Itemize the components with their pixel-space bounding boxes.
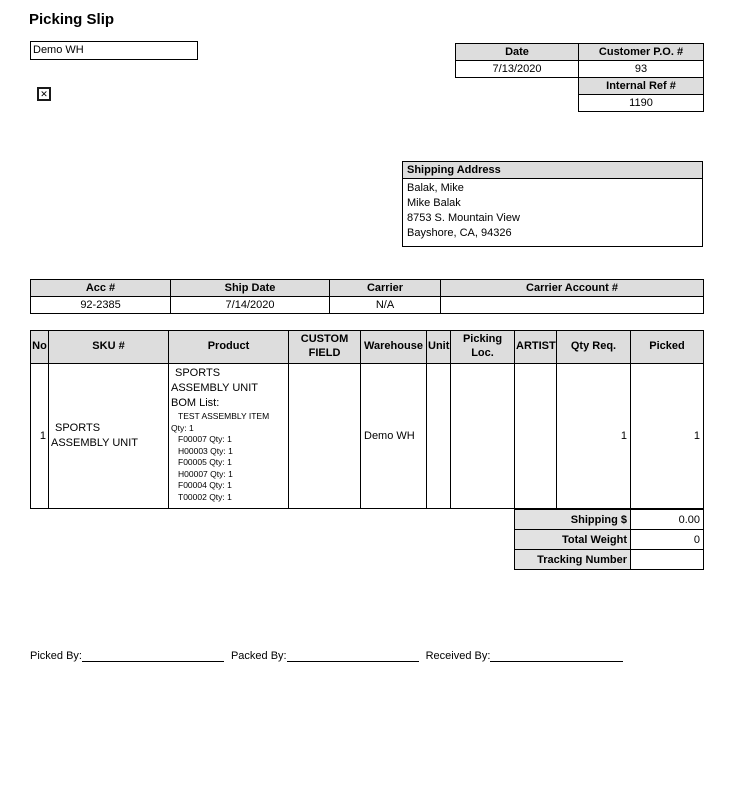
- shipping-address-line: Balak, Mike: [407, 182, 464, 194]
- received-by-label: Received By:: [425, 650, 491, 662]
- customer-po-value: 93: [579, 61, 704, 78]
- warehouse-header: Warehouse: [361, 331, 427, 364]
- custom-field-header: CUSTOM FIELD: [289, 331, 361, 364]
- date-header: Date: [456, 44, 579, 61]
- picking-loc-header: Picking Loc.: [451, 331, 515, 364]
- shipping-label: Shipping $: [515, 510, 631, 530]
- internal-ref-value: 1190: [579, 95, 704, 112]
- broken-image-icon: ✕: [37, 87, 51, 101]
- carrier-account-value: [441, 297, 704, 314]
- empty-cell: [456, 78, 579, 95]
- item-sku: [49, 364, 169, 509]
- shipping-address-header: Shipping Address: [402, 161, 703, 179]
- totals-table: [514, 509, 704, 570]
- total-weight-label: Total Weight: [515, 530, 631, 550]
- ship-date-value: 7/14/2020: [171, 297, 330, 314]
- warehouse-input[interactable]: Demo WH: [30, 41, 198, 60]
- item-sku-text: SPORTS ASSEMBLY UNIT: [51, 422, 139, 449]
- item-picked: 1: [631, 364, 704, 509]
- tracking-number-value: [631, 550, 704, 570]
- item-custom-field: [289, 364, 361, 509]
- unit-header: Unit: [427, 331, 451, 364]
- packed-by-label: Packed By:: [230, 650, 287, 662]
- line-items-table: [30, 330, 704, 509]
- bom-item: H00003 Qty: 1: [178, 445, 233, 456]
- account-info-table: [30, 279, 704, 314]
- picked-by-blank: [82, 649, 224, 662]
- shipping-address-body: [402, 179, 703, 247]
- item-product-name: SPORTS ASSEMBLY UNIT: [171, 367, 259, 394]
- shipping-address-box: [402, 161, 703, 247]
- carrier-header: Carrier: [330, 280, 441, 297]
- bom-item: H00007 Qty: 1: [178, 468, 233, 479]
- item-no: 1: [31, 364, 49, 509]
- bom-item: F00005 Qty: 1: [178, 457, 232, 467]
- item-qty-req: 1: [557, 364, 631, 509]
- sku-header: SKU #: [49, 331, 169, 364]
- item-warehouse: Demo WH: [361, 364, 427, 509]
- item-product: [169, 364, 289, 509]
- received-by-blank: [490, 649, 623, 662]
- product-header: Product: [169, 331, 289, 364]
- signature-line: [30, 649, 630, 662]
- shipping-address-line: 8753 S. Mountain View: [407, 212, 520, 224]
- shipping-value: 0.00: [631, 510, 704, 530]
- acc-number-header: Acc #: [31, 280, 171, 297]
- date-value: 7/13/2020: [456, 61, 579, 78]
- empty-cell: [456, 95, 579, 112]
- qty-req-header: Qty Req.: [557, 331, 631, 364]
- customer-po-header: Customer P.O. #: [579, 44, 704, 61]
- shipping-address-line: Mike Balak: [407, 197, 461, 209]
- bom-item: F00004 Qty: 1: [178, 480, 232, 490]
- item-unit: [427, 364, 451, 509]
- line-items-header-row: [31, 331, 704, 364]
- no-header: No: [31, 331, 49, 364]
- bom-list-label: BOM List:: [171, 397, 220, 409]
- total-weight-value: 0: [631, 530, 704, 550]
- carrier-account-header: Carrier Account #: [441, 280, 704, 297]
- bom-item: F00007 Qty: 1: [178, 434, 232, 444]
- bom-item: T00002 Qty: 1: [178, 491, 232, 502]
- picked-by-label: Picked By:: [30, 650, 82, 662]
- item-artist: [515, 364, 557, 509]
- bom-item: TEST ASSEMBLY ITEM Qty: 1: [171, 411, 270, 433]
- picked-header: Picked: [631, 331, 704, 364]
- page-title: Picking Slip: [29, 11, 115, 28]
- acc-number-value: 92-2385: [31, 297, 171, 314]
- ship-date-header: Ship Date: [171, 280, 330, 297]
- internal-ref-header: Internal Ref #: [579, 78, 704, 95]
- artist-header: ARTIST: [515, 331, 557, 364]
- carrier-value: N/A: [330, 297, 441, 314]
- tracking-number-label: Tracking Number: [515, 550, 631, 570]
- order-info-table: [455, 43, 704, 112]
- packed-by-blank: [287, 649, 419, 662]
- shipping-address-line: Bayshore, CA, 94326: [407, 227, 512, 239]
- item-picking-loc: [451, 364, 515, 509]
- table-row: [31, 364, 704, 509]
